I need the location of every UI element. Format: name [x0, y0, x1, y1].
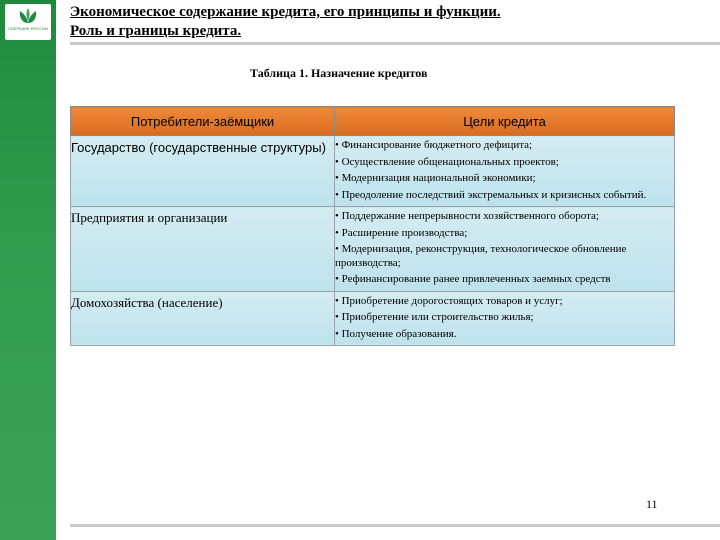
goal-item: • Модернизация национальной экономики; — [335, 172, 536, 184]
header-borrowers: Потребители-заёмщики — [71, 107, 335, 136]
goal-item: • Получение образования. — [335, 327, 457, 340]
goal-item: • Приобретение или строительство жилья; — [335, 311, 534, 323]
goal-item: • Поддержание непрерывности хозяйственного оборота; — [335, 210, 599, 222]
borrower-cell: Предприятия и организации — [71, 207, 335, 292]
table-row — [71, 291, 675, 346]
table-row — [71, 136, 675, 207]
goals-cell — [335, 291, 675, 346]
goal-item: • Модернизация, реконструкция, технологическое обновление производства; — [335, 243, 627, 269]
goals-cell — [335, 136, 675, 207]
goal-item: • Расширение производства; — [335, 226, 468, 239]
header-goals: Цели кредита — [335, 107, 675, 136]
credit-purpose-table — [70, 106, 675, 346]
slide-title — [70, 3, 710, 41]
sberbank-logo-icon — [18, 7, 38, 25]
sberbank-logo — [5, 4, 51, 40]
slide-title-line-1: Экономическое содержание кредита, его принципы и функции. — [70, 4, 501, 20]
goal-item: • Осуществление общенациональных проектов; — [335, 155, 559, 168]
page-number: 11 — [646, 497, 658, 511]
bottom-divider — [70, 524, 720, 527]
goal-item: • Приобретение дорогостоящих товаров и услуг; — [335, 294, 563, 307]
goal-item: • Финансирование бюджетного дефицита; — [335, 139, 533, 151]
slide-title-line-2: Роль и границы кредита. — [70, 23, 242, 39]
table-row — [71, 207, 675, 292]
borrower-cell: Государство (государственные структуры) — [71, 136, 335, 207]
goal-item: • Рефинансирование ранее привлеченных заемных средств — [335, 273, 611, 285]
left-green-sidebar — [0, 0, 56, 540]
logo-caption: СБЕРБАНК РОССИИ — [8, 26, 48, 31]
borrower-cell: Домохозяйства (население) — [71, 291, 335, 346]
table-header-row — [71, 107, 675, 136]
goal-item: • Преодоление последствий экстремальных и кризисных событий. — [335, 188, 647, 201]
title-divider — [70, 42, 720, 45]
goals-cell — [335, 207, 675, 292]
table-caption: Таблица 1. Назначение кредитов — [250, 66, 428, 80]
